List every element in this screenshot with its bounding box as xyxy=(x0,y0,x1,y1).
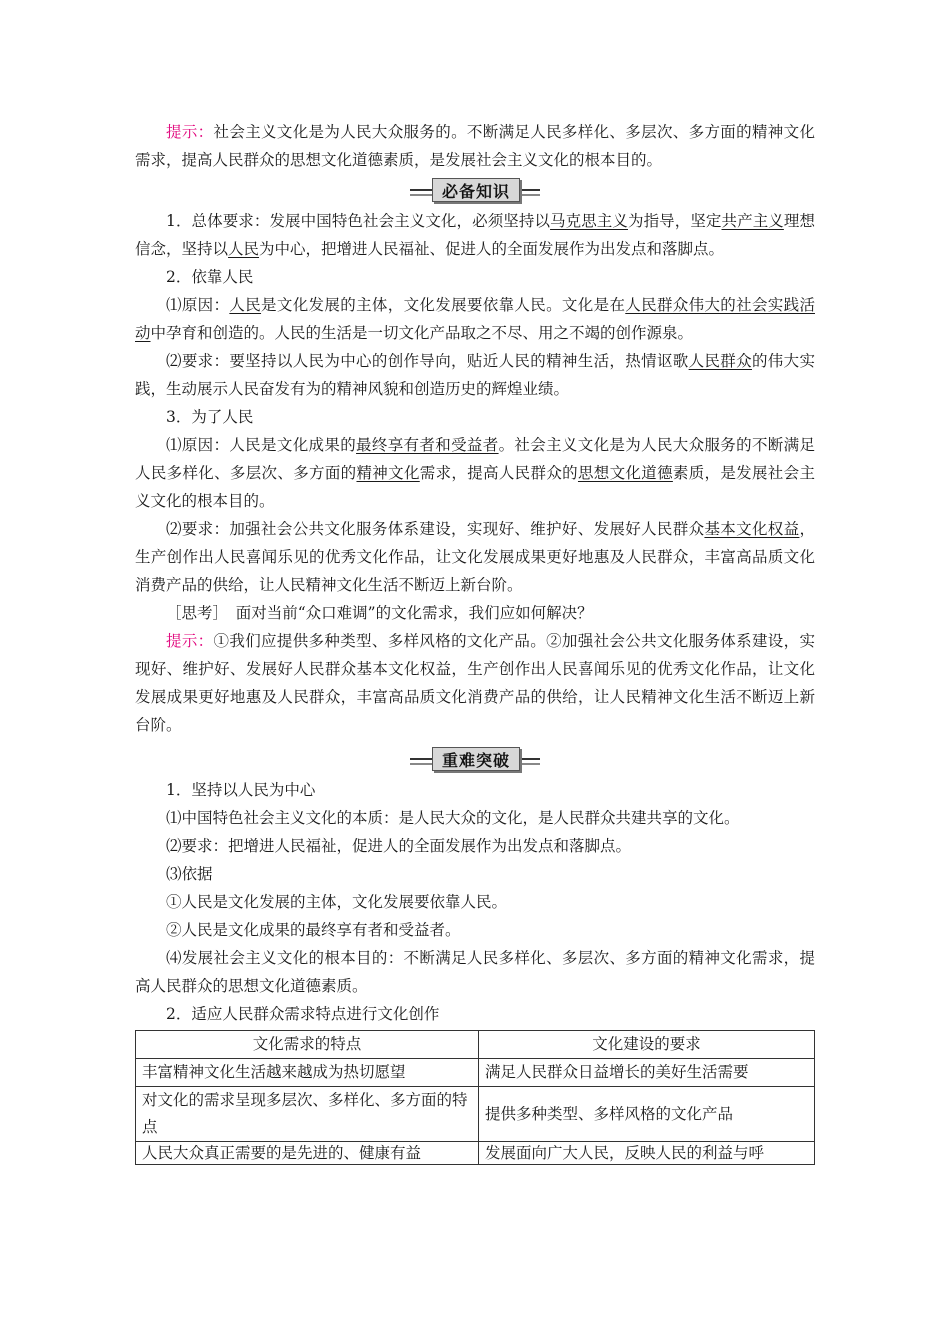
list-item: ⑷发展社会主义文化的根本目的：不断满足人民多样化、多层次、多方面的精神文化需求，提高人民群众的思想文化道德素质。 xyxy=(135,949,815,995)
table-header-row xyxy=(136,1031,815,1059)
list-item: ②人民是文化成果的最终享有者和受益者。 xyxy=(166,921,461,939)
table-row xyxy=(136,1087,815,1142)
think-hint-paragraph xyxy=(135,627,815,739)
list-item: 1．坚持以人民为中心 xyxy=(166,781,316,799)
text-run: 为中心，把增进人民福祉、促进人的全面发展作为出发点和落脚点。 xyxy=(259,240,725,258)
table-cell: 丰富精神文化生活越来越成为热切愿望 xyxy=(136,1059,479,1087)
text-run: 1．总体要求：发展中国特色社会主义文化，必须坚持以 xyxy=(166,212,551,230)
heading-for-people: 3．为了人民 xyxy=(166,408,254,426)
text-run: 为指导，坚定 xyxy=(627,212,722,230)
banner-title: 必备知识 xyxy=(432,178,520,202)
think-question: ［思考］ 面对当前“众口难调”的文化需求，我们应如何解决？ xyxy=(166,604,593,622)
text-run: ⑵要求：要坚持以人民为中心的创作导向，贴近人民的精神生活，热情讴歌 xyxy=(166,352,689,370)
section-banner-essential-knowledge xyxy=(135,176,815,204)
text-run: ⑵要求：加强社会公共文化服务体系建设，实现好、维护好、发展好人民群众 xyxy=(166,520,705,538)
table-cell: 满足人民群众日益增长的美好生活需要 xyxy=(479,1059,815,1087)
table-cell: 发展面向广大人民，反映人民的利益与呼 xyxy=(479,1142,815,1165)
text-run: ，生产创作出人民喜闻乐见的优秀文化作品，让文化发展成果更好地惠及人民群众，丰富高品质文化消费产品的供给，让人民精神文化生活不断迈上新台阶。 xyxy=(135,520,815,594)
text-run: 需求，提高人民群众的 xyxy=(419,464,578,482)
paragraph-reason-1 xyxy=(135,291,815,347)
list-item: ⑶依据 xyxy=(166,865,213,883)
hint-label: 提示： xyxy=(166,123,214,141)
banner-title: 重难突破 xyxy=(432,747,520,771)
underlined-term: 人民 xyxy=(229,296,262,314)
underlined-term: 最终享有者和受益者 xyxy=(356,436,499,454)
underlined-term: 共产主义 xyxy=(721,212,784,230)
table-header-cell: 文化需求的特点 xyxy=(136,1031,479,1059)
underlined-term: 精神文化 xyxy=(356,464,420,482)
document-content xyxy=(135,118,815,1165)
text-run: 素质，是发展社会主义文化的根本目的。 xyxy=(135,464,815,510)
table-header-cell: 文化建设的要求 xyxy=(479,1031,815,1059)
underlined-term: 人民群众伟大的社会实践活动 xyxy=(135,296,815,342)
table-row xyxy=(136,1059,815,1087)
section-banner-key-difficulties xyxy=(135,745,815,773)
text-run: 是文化发展的主体，文化发展要依靠人民。文化是在 xyxy=(261,296,626,314)
underlined-term: 人民群众 xyxy=(688,352,752,370)
text-run: 。社会主义文化是为人民大众服务的不断满足人民多样化、多层次、多方面的 xyxy=(135,436,815,482)
paragraph-requirement-2 xyxy=(135,515,815,599)
list-item: ⑵要求：把增进人民福祉，促进人的全面发展作为出发点和落脚点。 xyxy=(166,837,632,855)
list-item: ⑴中国特色社会主义文化的本质：是人民大众的文化，是人民群众共建共享的文化。 xyxy=(166,809,740,827)
table-cell: 提供多种类型、多样风格的文化产品 xyxy=(479,1087,815,1142)
hint-text: 社会主义文化是为人民大众服务的。不断满足人民多样化、多层次、多方面的精神文化需求，提高人民群众的思想文化道德素质，是发展社会主义文化的根本目的。 xyxy=(135,123,815,169)
text-run: ⑴原因：人民是文化成果的 xyxy=(166,436,357,454)
underlined-term: 马克思主义 xyxy=(550,212,628,230)
paragraph-overall-requirement xyxy=(135,207,815,263)
list-item: ①人民是文化发展的主体，文化发展要依靠人民。 xyxy=(166,893,508,911)
underlined-term: 人民 xyxy=(228,240,260,258)
table-row xyxy=(136,1142,815,1165)
hint-label: 提示： xyxy=(166,632,214,650)
paragraph-reason-2 xyxy=(135,431,815,515)
underlined-term: 思想文化道德 xyxy=(577,464,673,482)
list-item: 2．适应人民群众需求特点进行文化创作 xyxy=(166,1005,440,1023)
text-run: 理想信念，坚持以 xyxy=(135,212,815,258)
text-run: 中孕育和创造的。人民的生活是一切文化产品取之不尽、用之不竭的创作源泉。 xyxy=(150,324,694,342)
hint-text: ①我们应提供多种类型、多样风格的文化产品。②加强社会公共文化服务体系建设，实现好、维护好、发展好人民群众基本文化权益，生产创作出人民喜闻乐见的优秀文化作品，让文化发展成果更好地惠及人民群众，丰富高品质文化消费产品的供给，让人民精神文化生活不断迈上新台阶。 xyxy=(135,632,815,734)
heading-rely-on-people: 2．依靠人民 xyxy=(166,268,254,286)
table-cell: 对文化的需求呈现多层次、多样化、多方面的特点 xyxy=(136,1087,479,1142)
intro-hint-paragraph xyxy=(135,118,815,174)
text-run: 的伟大实践，生动展示人民奋发有为的精神风貌和创造历史的辉煌业绩。 xyxy=(135,352,815,398)
table-cell: 人民大众真正需要的是先进的、健康有益 xyxy=(136,1142,479,1165)
underlined-term: 基本文化权益 xyxy=(704,520,800,538)
paragraph-requirement-1 xyxy=(135,347,815,403)
text-run: ⑴原因： xyxy=(166,296,230,314)
requirements-table xyxy=(135,1030,815,1165)
